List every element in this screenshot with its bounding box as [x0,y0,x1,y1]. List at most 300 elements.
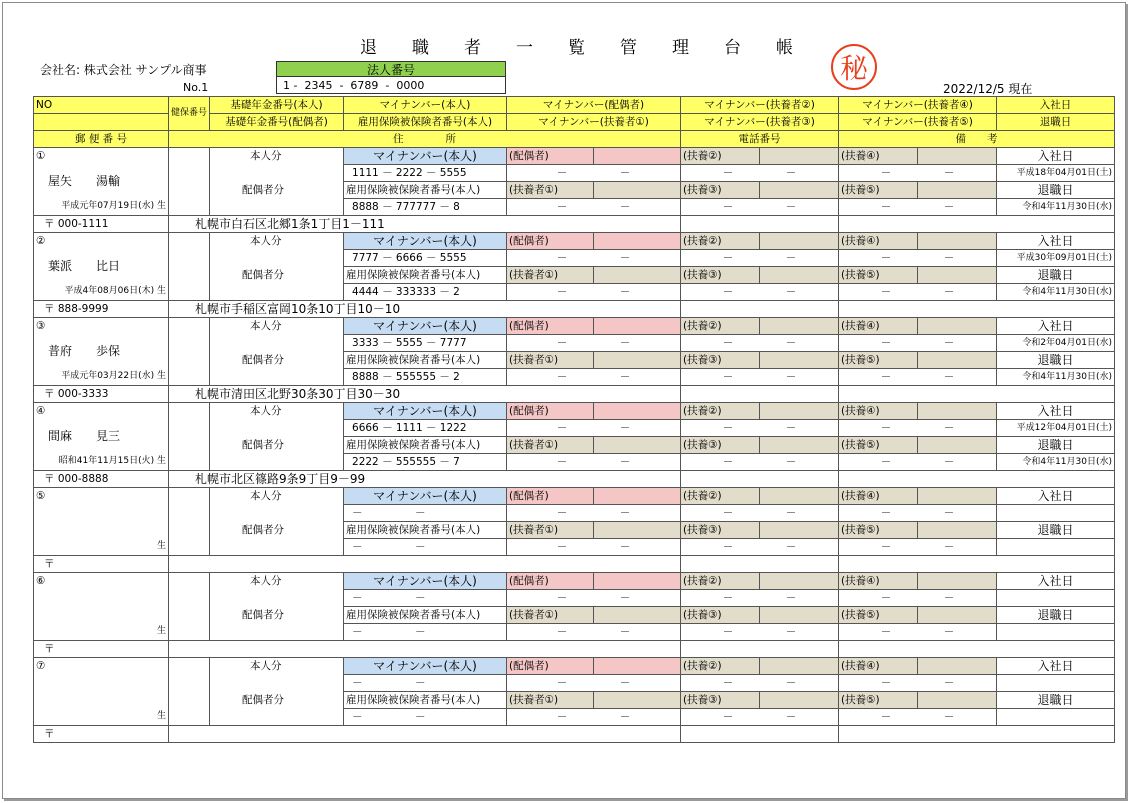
company-name: 会社名: 株式会社 サンプル商事 [40,63,207,77]
employee-no: ① [34,148,169,165]
dep2-label: (扶養②) [681,403,760,420]
mynumber-dep2-value[interactable]: － － [681,505,839,522]
dep4-label: (扶養④) [839,148,918,165]
mynumber-dep4-value[interactable]: － － [839,335,997,352]
kenpo-number[interactable] [169,488,210,556]
mynumber-self-label: マイナンバー(本人) [344,233,507,250]
dep5-pad [918,267,997,284]
spouse-part-blank [210,624,344,641]
employee-no: ⑦ [34,658,169,675]
title-char: 職 [412,38,429,58]
employee-row [34,471,1115,488]
header-mynumber-self: マイナンバー(本人) [344,97,507,114]
employee-row [34,301,1115,318]
koyo-self-label: 雇用保険被保険者番号(本人) [344,437,507,454]
dep4-label: (扶養④) [839,658,918,675]
header-koyo-self: 雇用保険被保険者番号(本人) [344,114,507,131]
header-no-blank [34,114,169,131]
spouse-pad [594,233,681,250]
employee-row [34,403,1115,420]
postal-code[interactable]: 〒 888-9999 [34,301,169,318]
mynumber-self-value[interactable]: － － [344,675,507,692]
kenpo-number[interactable] [169,403,210,471]
dep1-pad [594,692,681,709]
mynumber-self-label: マイナンバー(本人) [344,148,507,165]
self-part-blank [210,165,344,182]
self-part-label: 本人分 [210,318,344,335]
kenpo-number[interactable] [169,658,210,726]
mynumber-dep1-value[interactable]: － － [507,454,681,471]
postal-code[interactable]: 〒 000-1111 [34,216,169,233]
phone-number[interactable] [681,386,839,403]
birth-date: 生 [34,539,169,556]
koyo-self-value[interactable]: 8888 － 777777 － 8 [344,199,507,216]
postal-code[interactable]: 〒 [34,556,169,573]
mynumber-dep3-value[interactable]: － － [681,624,839,641]
dep3-pad [760,182,839,199]
dep3-pad [760,267,839,284]
koyo-self-label: 雇用保険被保険者番号(本人) [344,522,507,539]
spouse-pad [594,573,681,590]
dep1-label: (扶養者①) [507,437,594,454]
mynumber-dep3-value[interactable]: － － [681,199,839,216]
employee-row [34,233,1115,250]
postal-code[interactable]: 〒 000-8888 [34,471,169,488]
dep5-label: (扶養⑤) [839,352,918,369]
self-part-blank [210,675,344,692]
mynumber-spouse-value[interactable]: － － [507,335,681,352]
dep3-pad [760,352,839,369]
mynumber-self-value[interactable]: － － [344,505,507,522]
employee-name: 間麻 見三 [34,420,169,454]
address[interactable] [169,726,681,743]
mynumber-self-label: マイナンバー(本人) [344,403,507,420]
mynumber-dep2-value[interactable]: － － [681,675,839,692]
join-date[interactable]: 令和2年04月01日(水) [997,335,1115,352]
retire-label: 退職日 [997,607,1115,624]
dep1-pad [594,437,681,454]
spouse-pad [594,148,681,165]
dep2-label: (扶養②) [681,148,760,165]
spouse-part-label: 配偶者分 [210,607,344,624]
mynumber-dep2-value[interactable]: － － [681,590,839,607]
mynumber-dep1-value[interactable]: － － [507,284,681,301]
mynumber-spouse-value[interactable]: － － [507,250,681,267]
mynumber-dep2-value[interactable]: － － [681,250,839,267]
join-date[interactable]: 平成18年04月01日(土) [997,165,1115,182]
spouse-part-blank [210,539,344,556]
dep4-label: (扶養④) [839,233,918,250]
dep3-label: (扶養③) [681,607,760,624]
dep1-pad [594,522,681,539]
mynumber-dep4-value[interactable]: － － [839,505,997,522]
header-kiso-spouse: 基礎年金番号(配偶者) [210,114,344,131]
notes[interactable] [839,556,1115,573]
header-mynumber-dep5: マイナンバー(扶養者⑤) [839,114,997,131]
title-char: 帳 [776,38,793,58]
dep2-label: (扶養②) [681,233,760,250]
mynumber-dep2-value[interactable]: － － [681,335,839,352]
header-mynumber-dep4: マイナンバー(扶養者④) [839,97,997,114]
koyo-self-value[interactable]: 8888 － 555555 － 2 [344,369,507,386]
dep3-pad [760,607,839,624]
page-number: No.1 [183,81,209,94]
birth-date: 生 [34,709,169,726]
dep3-label: (扶養③) [681,182,760,199]
mynumber-spouse-value[interactable]: － － [507,675,681,692]
address[interactable] [169,556,681,573]
mynumber-dep1-value[interactable]: － － [507,539,681,556]
employee-no: ③ [34,318,169,335]
corp-number-label: 法人番号 [276,61,506,77]
mynumber-self-label: マイナンバー(本人) [344,488,507,505]
join-date[interactable] [997,590,1115,607]
dep4-label: (扶養④) [839,488,918,505]
header-join: 入社日 [997,97,1115,114]
as-of-date: 2022/12/5 現在 [943,82,1033,96]
spouse-part-blank [210,284,344,301]
koyo-self-value[interactable]: － － [344,539,507,556]
mynumber-dep5-value[interactable]: － － [839,539,997,556]
retire-label: 退職日 [997,522,1115,539]
dep2-label: (扶養②) [681,658,760,675]
self-part-label: 本人分 [210,573,344,590]
phone-number[interactable] [681,216,839,233]
dep1-pad [594,607,681,624]
retire-label: 退職日 [997,267,1115,284]
mynumber-dep5-value[interactable]: － － [839,369,997,386]
dep2-pad [760,573,839,590]
employee-row [34,726,1115,743]
mynumber-dep5-value[interactable]: － － [839,284,997,301]
mynumber-self-value[interactable]: 3333 － 5555 － 7777 [344,335,507,352]
dep4-pad [918,658,997,675]
mynumber-self-label: マイナンバー(本人) [344,318,507,335]
koyo-self-value[interactable]: － － [344,709,507,726]
notes[interactable] [839,471,1115,488]
mynumber-dep1-value[interactable]: － － [507,369,681,386]
join-label: 入社日 [997,233,1115,250]
mynumber-dep5-value[interactable]: － － [839,709,997,726]
koyo-self-label: 雇用保険被保険者番号(本人) [344,352,507,369]
spouse-label: (配偶者) [507,318,594,335]
mynumber-dep3-value[interactable]: － － [681,454,839,471]
dep1-label: (扶養者①) [507,352,594,369]
title-char: 一 [516,38,533,58]
dep5-label: (扶養⑤) [839,522,918,539]
koyo-self-value[interactable]: － － [344,624,507,641]
address[interactable]: 札幌市手稲区富岡10条10丁目10－10 [169,301,681,318]
dep2-label: (扶養②) [681,573,760,590]
join-date[interactable]: 平成30年09月01日(土) [997,250,1115,267]
dep2-pad [760,233,839,250]
header-phone: 電話番号 [681,131,839,148]
mynumber-spouse-value[interactable]: － － [507,420,681,437]
spouse-label: (配偶者) [507,148,594,165]
corp-number-value[interactable]: 1 - 2345 - 6789 - 0000 [276,77,506,94]
notes[interactable] [839,216,1115,233]
spouse-label: (配偶者) [507,403,594,420]
mynumber-spouse-value[interactable]: － － [507,590,681,607]
dep1-label: (扶養者①) [507,692,594,709]
document-title [360,40,828,57]
dep3-pad [760,522,839,539]
kenpo-number[interactable] [169,318,210,386]
dep4-pad [918,573,997,590]
spouse-part-label: 配偶者分 [210,182,344,199]
spouse-pad [594,658,681,675]
birth-date: 昭和41年11月15日(火) 生 [34,454,169,471]
spouse-pad [594,318,681,335]
spouse-pad [594,488,681,505]
mynumber-dep4-value[interactable]: － － [839,590,997,607]
employee-row [34,216,1115,233]
mynumber-dep4-value[interactable]: － － [839,165,997,182]
mynumber-spouse-value[interactable]: － － [507,505,681,522]
dep5-label: (扶養⑤) [839,437,918,454]
join-label: 入社日 [997,573,1115,590]
employee-no: ⑤ [34,488,169,505]
mynumber-dep1-value[interactable]: － － [507,709,681,726]
header-kenpo: 健保番号 [169,97,210,131]
dep2-label: (扶養②) [681,488,760,505]
dep1-pad [594,267,681,284]
mynumber-dep2-value[interactable]: － － [681,165,839,182]
dep4-label: (扶養④) [839,573,918,590]
mynumber-self-value[interactable]: － － [344,590,507,607]
mynumber-dep3-value[interactable]: － － [681,369,839,386]
notes[interactable] [839,301,1115,318]
self-part-label: 本人分 [210,403,344,420]
mynumber-dep3-value[interactable]: － － [681,709,839,726]
retire-label: 退職日 [997,437,1115,454]
employee-name: 葉派 比日 [34,250,169,284]
dep2-label: (扶養②) [681,318,760,335]
dep3-label: (扶養③) [681,267,760,284]
self-part-label: 本人分 [210,658,344,675]
header-kiso-self: 基礎年金番号(本人) [210,97,344,114]
postal-code[interactable]: 〒 [34,641,169,658]
retire-date[interactable]: 令和4年11月30日(水) [997,284,1115,301]
title-char: 台 [724,38,741,58]
mynumber-dep1-value[interactable]: － － [507,199,681,216]
title-char: 理 [672,38,689,58]
confidential-stamp-icon: 秘 [831,44,877,90]
kenpo-number[interactable] [169,573,210,641]
koyo-self-label: 雇用保険被保険者番号(本人) [344,692,507,709]
spouse-part-label: 配偶者分 [210,267,344,284]
employee-no: ⑥ [34,573,169,590]
phone-number[interactable] [681,556,839,573]
retire-label: 退職日 [997,352,1115,369]
dep4-pad [918,148,997,165]
mynumber-dep4-value[interactable]: － － [839,250,997,267]
title-char: 者 [464,38,481,58]
header-postal: 郵 便 番 号 [34,131,169,148]
self-part-blank [210,590,344,607]
dep3-label: (扶養③) [681,522,760,539]
self-part-blank [210,420,344,437]
title-char: 覧 [568,38,585,58]
spouse-label: (配偶者) [507,488,594,505]
join-label: 入社日 [997,488,1115,505]
mynumber-self-value[interactable]: 6666 － 1111 － 1222 [344,420,507,437]
spouse-part-label: 配偶者分 [210,437,344,454]
address[interactable]: 札幌市清田区北野30条30丁目30－30 [169,386,681,403]
header-mynumber-spouse: マイナンバー(配偶者) [507,97,681,114]
postal-code[interactable]: 〒 000-3333 [34,386,169,403]
employee-row [34,573,1115,590]
join-date[interactable] [997,675,1115,692]
dep1-pad [594,182,681,199]
mynumber-dep3-value[interactable]: － － [681,539,839,556]
dep5-label: (扶養⑤) [839,692,918,709]
join-label: 入社日 [997,148,1115,165]
mynumber-dep5-value[interactable]: － － [839,454,997,471]
employee-row [34,488,1115,505]
self-part-label: 本人分 [210,488,344,505]
title-char: 管 [620,38,637,58]
dep5-label: (扶養⑤) [839,267,918,284]
header-mynumber-dep1: マイナンバー(扶養者①) [507,114,681,131]
kenpo-number[interactable] [169,148,210,216]
mynumber-dep5-value[interactable]: － － [839,199,997,216]
retire-label: 退職日 [997,182,1115,199]
dep3-label: (扶養③) [681,437,760,454]
header-mynumber-dep2: マイナンバー(扶養者②) [681,97,839,114]
dep5-pad [918,437,997,454]
dep5-pad [918,607,997,624]
koyo-self-label: 雇用保険被保険者番号(本人) [344,607,507,624]
spouse-pad [594,403,681,420]
dep5-pad [918,182,997,199]
notes[interactable] [839,386,1115,403]
self-part-label: 本人分 [210,233,344,250]
retire-date[interactable] [997,539,1115,556]
dep1-label: (扶養者①) [507,522,594,539]
spouse-label: (配偶者) [507,658,594,675]
koyo-self-label: 雇用保険被保険者番号(本人) [344,267,507,284]
spouse-part-blank [210,709,344,726]
dep2-pad [760,488,839,505]
employee-row [34,658,1115,675]
dep5-pad [918,692,997,709]
join-label: 入社日 [997,403,1115,420]
employee-name [34,590,169,624]
mynumber-dep4-value[interactable]: － － [839,420,997,437]
koyo-self-value[interactable]: 2222 － 555555 － 7 [344,454,507,471]
header-address: 住 所 [169,131,681,148]
self-part-label: 本人分 [210,148,344,165]
spouse-part-blank [210,199,344,216]
employee-name: 屋矢 湯輸 [34,165,169,199]
phone-number[interactable] [681,301,839,318]
dep4-label: (扶養④) [839,403,918,420]
phone-number[interactable] [681,471,839,488]
mynumber-dep3-value[interactable]: － － [681,284,839,301]
dep1-pad [594,352,681,369]
dep2-pad [760,403,839,420]
self-part-blank [210,250,344,267]
title-char: 退 [360,38,377,58]
mynumber-dep5-value[interactable]: － － [839,624,997,641]
mynumber-self-label: マイナンバー(本人) [344,573,507,590]
kenpo-number[interactable] [169,233,210,301]
dep4-pad [918,403,997,420]
retire-date[interactable]: 令和4年11月30日(水) [997,369,1115,386]
birth-date: 生 [34,624,169,641]
retire-date[interactable] [997,709,1115,726]
mynumber-self-value[interactable]: 7777 － 6666 － 5555 [344,250,507,267]
dep4-pad [918,233,997,250]
header-no: NO [34,97,169,114]
join-date[interactable]: 平成12年04月01日(土) [997,420,1115,437]
dep2-pad [760,148,839,165]
header-retire: 退職日 [997,114,1115,131]
retire-date[interactable]: 令和4年11月30日(水) [997,199,1115,216]
dep3-label: (扶養③) [681,692,760,709]
dep4-label: (扶養④) [839,318,918,335]
mynumber-dep1-value[interactable]: － － [507,624,681,641]
address[interactable]: 札幌市北区篠路9条9丁目9－99 [169,471,681,488]
retire-date[interactable]: 令和4年11月30日(水) [997,454,1115,471]
mynumber-spouse-value[interactable]: － － [507,165,681,182]
employee-no: ④ [34,403,169,420]
spouse-part-blank [210,369,344,386]
dep3-pad [760,692,839,709]
address[interactable]: 札幌市白石区北郷1条1丁目1－111 [169,216,681,233]
join-label: 入社日 [997,658,1115,675]
employee-row [34,386,1115,403]
dep1-label: (扶養者①) [507,607,594,624]
dep4-pad [918,318,997,335]
dep5-pad [918,522,997,539]
employee-name: 普府 歩保 [34,335,169,369]
phone-number[interactable] [681,726,839,743]
dep5-pad [918,352,997,369]
retire-date[interactable] [997,624,1115,641]
phone-number[interactable] [681,641,839,658]
mynumber-dep4-value[interactable]: － － [839,675,997,692]
notes[interactable] [839,641,1115,658]
dep2-pad [760,658,839,675]
birth-date: 平成元年07月19日(水) 生 [34,199,169,216]
birth-date: 平成4年08月06日(木) 生 [34,284,169,301]
birth-date: 平成元年03月22日(水) 生 [34,369,169,386]
retiree-table [33,96,1115,743]
mynumber-dep2-value[interactable]: － － [681,420,839,437]
address[interactable] [169,641,681,658]
employee-row [34,318,1115,335]
dep4-pad [918,488,997,505]
dep5-label: (扶養⑤) [839,182,918,199]
dep2-pad [760,318,839,335]
dep5-label: (扶養⑤) [839,607,918,624]
join-date[interactable] [997,505,1115,522]
spouse-part-label: 配偶者分 [210,352,344,369]
koyo-self-value[interactable]: 4444 － 333333 － 2 [344,284,507,301]
spouse-part-label: 配偶者分 [210,692,344,709]
postal-code[interactable]: 〒 [34,726,169,743]
dep1-label: (扶養者①) [507,267,594,284]
spouse-part-label: 配偶者分 [210,522,344,539]
employee-row [34,641,1115,658]
mynumber-self-value[interactable]: 1111 － 2222 － 5555 [344,165,507,182]
employee-no: ② [34,233,169,250]
employee-row [34,148,1115,165]
dep3-label: (扶養③) [681,352,760,369]
notes[interactable] [839,726,1115,743]
